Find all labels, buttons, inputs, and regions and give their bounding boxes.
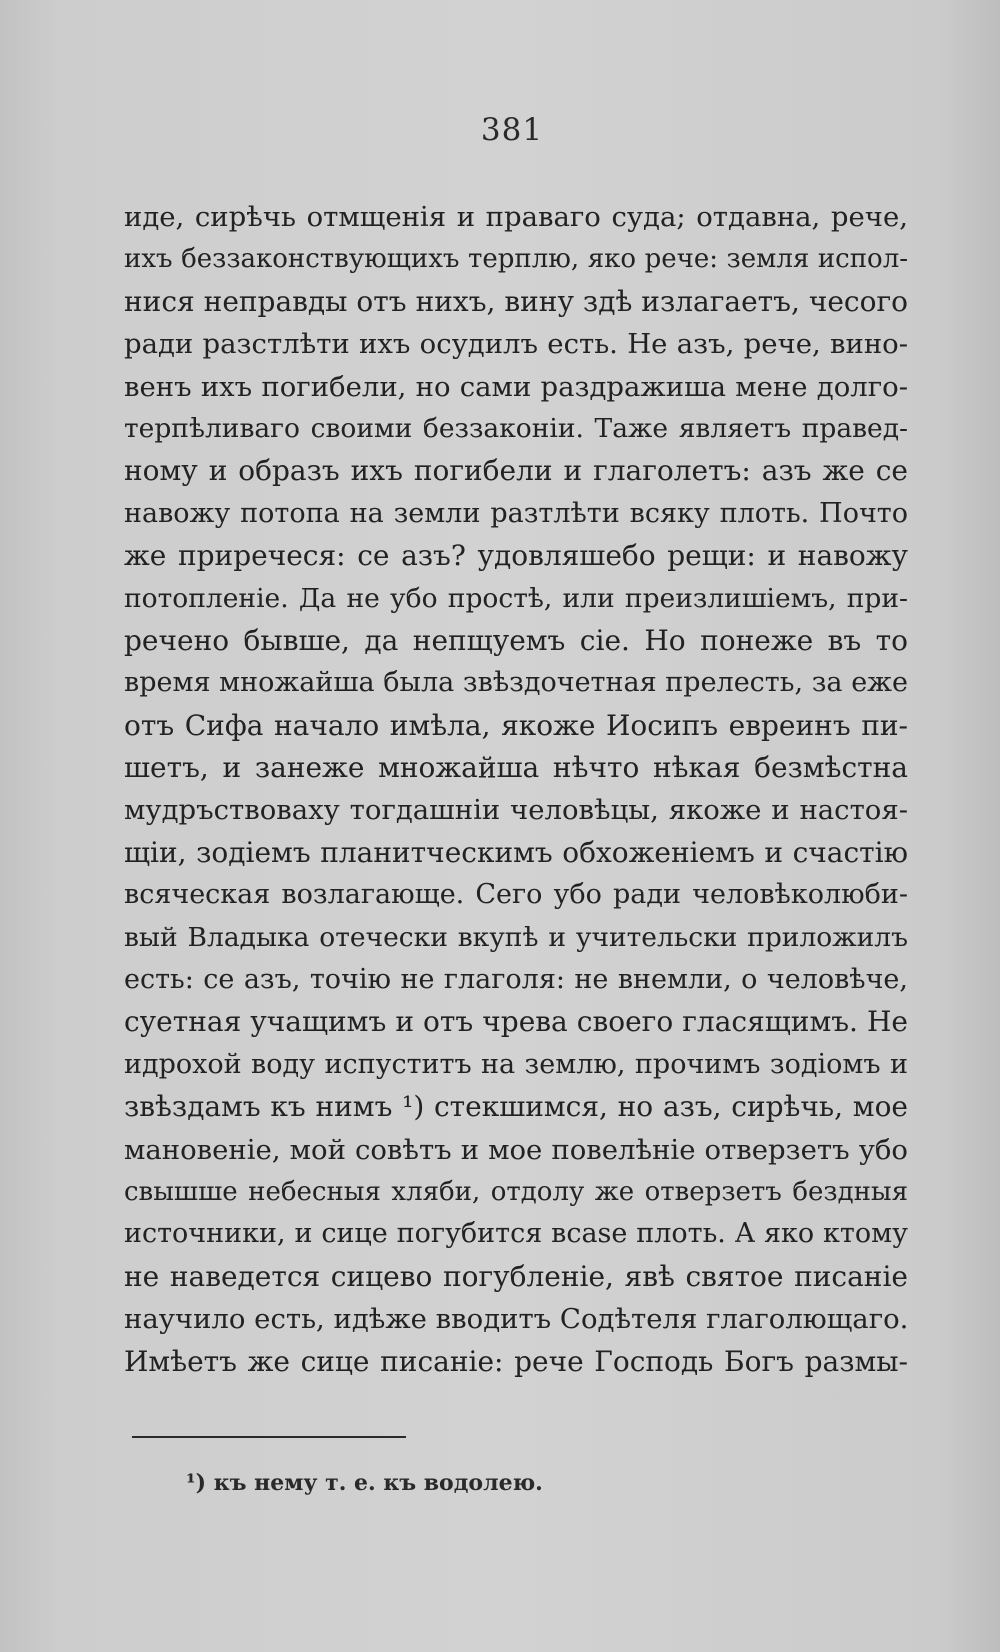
text-line-22: звѣздамъ къ нимъ ¹) стекшимся, но азъ, сирѣчь, мое: [124, 1090, 908, 1124]
text-line-16: щіи, зодіемъ планитческимъ обхоженіемъ и счастію: [124, 835, 908, 869]
text-line-17: всяческая возлагающе. Сего убо ради человѣколюби-: [124, 879, 908, 911]
text-line-21: идрохой воду испуститъ на землю, прочимъ зодіомъ и: [124, 1048, 908, 1080]
text-line-25: источники, и сице погубится вcase плоть. А яко ктому: [124, 1218, 908, 1250]
text-line-24: свышше небесныя хляби, отдолу же отверзетъ бездныя: [124, 1176, 908, 1207]
text-line-3: нися неправды отъ нихъ, вину здѣ излагаетъ, чесого: [124, 284, 908, 318]
text-line-13: отъ Сифа начало имѣла, якоже Иосипъ евреинъ пи-: [124, 708, 908, 742]
text-line-2: ихъ беззаконствующихъ терплю, яко рече: земля испол-: [124, 244, 908, 275]
text-line-7: ному и образъ ихъ погибели и глаголетъ: азъ же се: [124, 454, 908, 488]
text-line-19: есть: се азъ, точію не глаголя: не внемли, о человѣче,: [124, 964, 908, 996]
text-line-18: вый Владыка отечески вкупѣ и учительски приложилъ: [124, 921, 908, 953]
page-number: 381: [480, 112, 544, 148]
text-line-27: научило есть, идѣже вводитъ Содѣтеля глаголющаго.: [124, 1303, 908, 1336]
body-text: [124, 196, 908, 1383]
text-line-6: терпѣливаго своими беззаконіи. Таже являетъ правед-: [124, 412, 908, 444]
text-line-10: потопленіе. Да не убо простѣ, или преизлишіемъ, при-: [124, 582, 908, 614]
footnote: ¹) къ нему т. е. къ водолею.: [186, 1470, 543, 1496]
text-line-8: навожу потопа на земли разтлѣти всяку плоть. Почто: [124, 497, 908, 529]
text-line-23: мановеніе, мой совѣтъ и мое повелѣніе отверзетъ убо: [124, 1133, 908, 1166]
text-line-5: венъ ихъ погибели, но сами раздражиша мене долго-: [124, 370, 908, 403]
text-line-15: мудръствоваху тогдашніи человѣцы, якоже и настоя-: [124, 794, 908, 827]
footnote-separator: [132, 1436, 406, 1438]
text-line-26: не наведется сицево погубленіе, явѣ святое писаніе: [124, 1259, 908, 1293]
text-line-1: иде, сирѣчь отмщенія и праваго суда; отдавна, рече,: [124, 201, 908, 233]
text-line-12: время множайша была звѣздочетная прелесть, за еже: [124, 667, 908, 699]
text-line-28: Имѣетъ же сице писаніе: рече Господь Богъ размы-: [124, 1344, 908, 1378]
text-line-20: суетная учащимъ и отъ чрева своего гласящимъ. Не: [124, 1005, 908, 1039]
text-line-4: ради разстлѣти ихъ осудилъ есть. Не азъ, рече, вино-: [124, 328, 908, 361]
text-line-14: шетъ, и занеже множайша нѣчто нѣкая безмѣстна: [124, 751, 908, 785]
text-line-11: речено бывше, да непщуемъ сіе. Но понеже въ то: [124, 623, 908, 657]
text-line-9: же приречеся: се азъ? удовляшебо рещи: и навожу: [124, 539, 908, 573]
